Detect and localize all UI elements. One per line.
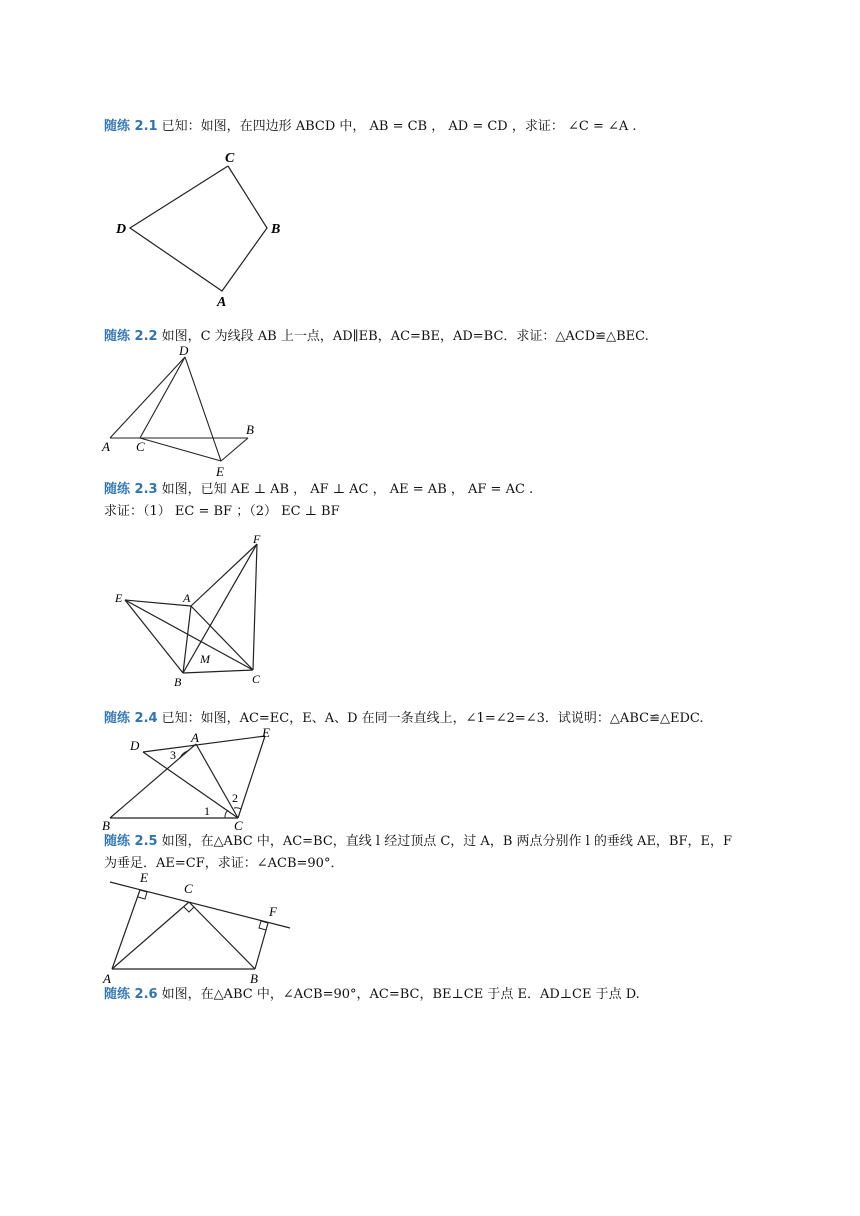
problem-label: 随练 2.4 <box>104 711 158 726</box>
point-label-m: M <box>200 652 210 666</box>
problem-label: 随练 2.2 <box>104 329 158 344</box>
figure-triangles-abc-edc <box>100 726 280 832</box>
problem-2-6 <box>104 986 640 1004</box>
problem-2-3-goal <box>104 503 340 521</box>
problem-text: 如图，在△ABC 中，∠ACB=90°，AC=BC，BE⊥CE 于点 E．AD⊥CE 于点 D. <box>161 987 640 1002</box>
angle-label-2: 2 <box>232 791 238 805</box>
point-label-a: A <box>191 730 199 745</box>
problem-label: 随练 2.1 <box>104 119 158 134</box>
point-label-f: F <box>253 532 261 546</box>
point-label-e: E <box>140 870 148 885</box>
line-dae <box>143 736 265 752</box>
angle-2-arc <box>234 808 241 809</box>
vertex-label-c: C <box>225 151 235 166</box>
vertex-label-d: D <box>116 222 127 237</box>
segment-ac <box>196 744 238 818</box>
problem-label: 随练 2.6 <box>104 987 158 1002</box>
problem-text: 如图，在△ABC 中，AC=BC，直线 l 经过顶点 C，过 A，B 两点分别作 l 的垂线 AE，BF，E，F <box>161 834 733 849</box>
problem-text: 已知：如图，在四边形 ABCD 中， AB = CB ， AD = CD ，求证： ∠C = ∠A . <box>161 119 637 134</box>
problem-text: 求证：（1） EC = BF ；（2） EC ⊥ BF <box>104 504 340 519</box>
point-label-b: B <box>246 422 254 437</box>
problem-text: 已知：如图，AC=EC，E、A、D 在同一条直线上，∠1=∠2=∠3．试说明：△ABC≌△EDC. <box>161 711 704 726</box>
point-label-b: B <box>102 818 110 832</box>
segment-ec <box>125 600 253 670</box>
problem-label: 随练 2.3 <box>104 482 158 497</box>
segment-ab <box>183 606 191 673</box>
segment-ab <box>110 744 196 818</box>
point-label-e: E <box>115 591 123 605</box>
problem-label: 随练 2.5 <box>104 834 158 849</box>
problem-2-3 <box>104 481 533 499</box>
figure-triangles-acd-bec <box>100 343 270 478</box>
segment-eb <box>125 600 183 673</box>
segment-ec <box>238 736 265 818</box>
point-label-d: D <box>130 738 140 753</box>
point-label-e: E <box>216 464 224 478</box>
segment-ce <box>140 438 221 461</box>
segment-de <box>185 357 221 461</box>
angle-label-3: 3 <box>170 748 176 762</box>
point-label-c: C <box>136 439 145 454</box>
point-label-a: A <box>103 971 111 986</box>
segment-bf <box>255 923 268 969</box>
segment-fc <box>253 544 257 670</box>
problem-text: 如图，已知 AE ⊥ AB ， AF ⊥ AC ， AE = AB ， AF = AC . <box>161 482 534 497</box>
problem-2-5 <box>104 833 732 851</box>
vertex-label-a: A <box>217 295 227 310</box>
problem-text: 如图，C 为线段 AB 上一点，AD∥EB，AC=BE，AD=BC．求证：△ACD≌△BEC. <box>161 329 649 344</box>
quadrilateral-outline <box>130 166 267 291</box>
segment-dc <box>143 752 238 818</box>
point-label-b: B <box>250 971 258 986</box>
figure-right-angle-acb <box>100 868 300 988</box>
figure-quadrilateral-abcd <box>100 145 300 310</box>
problem-text: 为垂足．AE=CF，求证：∠ACB=90°． <box>104 856 344 871</box>
figure-perpendicular-triangles <box>100 530 280 692</box>
problem-2-1 <box>104 118 637 136</box>
point-label-a: A <box>102 439 110 454</box>
vertex-label-b: B <box>271 222 281 237</box>
segment-bc <box>183 670 253 673</box>
segment-af <box>191 544 257 606</box>
point-label-b: B <box>174 675 182 689</box>
point-label-a: A <box>183 591 191 605</box>
angle-label-1: 1 <box>204 804 210 818</box>
point-label-f: F <box>269 904 277 919</box>
segment-cd <box>140 357 185 438</box>
point-label-c: C <box>234 818 243 832</box>
point-label-d: D <box>179 343 189 358</box>
segment-ad <box>110 357 185 438</box>
point-label-e: E <box>262 726 270 740</box>
segment-be <box>221 438 248 461</box>
point-label-c: C <box>184 881 193 896</box>
angle-1-arc <box>225 810 228 818</box>
point-label-c: C <box>252 672 261 686</box>
segment-bc <box>189 902 255 969</box>
